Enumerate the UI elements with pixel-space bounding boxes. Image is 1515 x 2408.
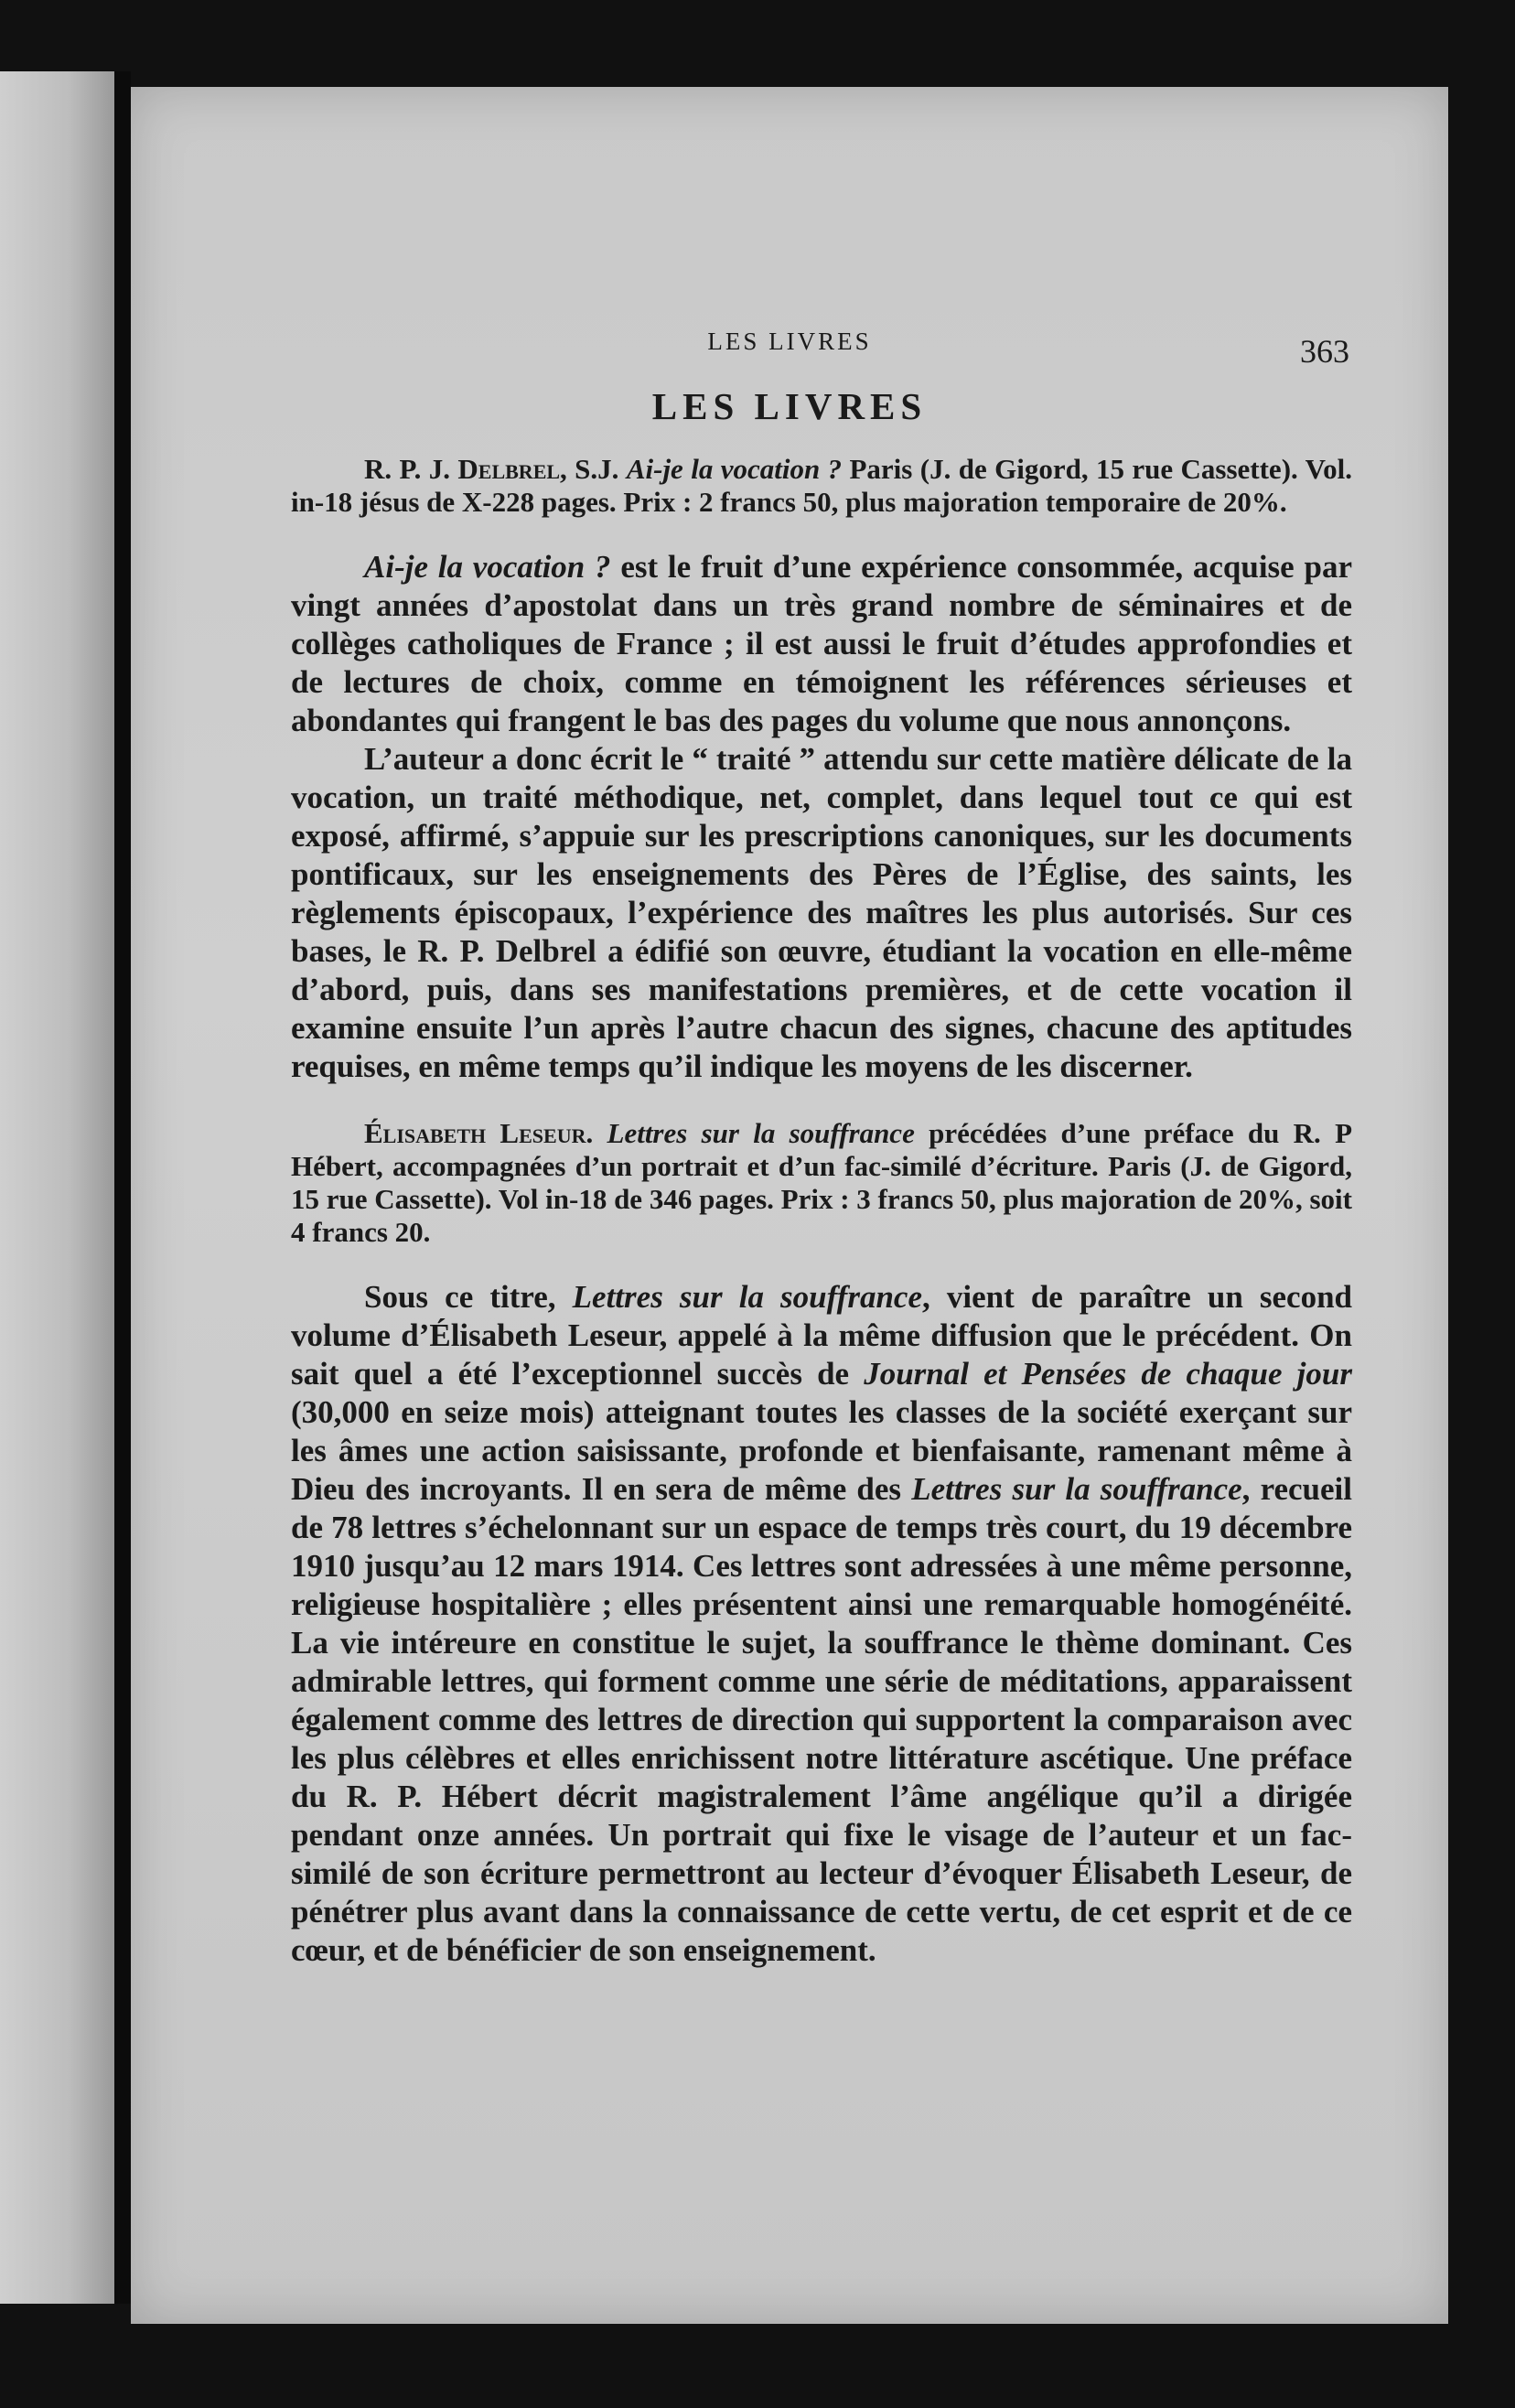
section-title: LES LIVRES: [651, 385, 928, 427]
running-head: LES LIVRES: [707, 328, 872, 355]
entry-title: Lettres sur la souffrance: [607, 1117, 915, 1149]
entry-details: précédées d’une préface du R. P Hébert, accompagnées d’un portrait et d’un fac-similé d’écriture. Paris (J. de Gigord, 15 rue Cassette). Vol in-18 de 346 pages. Prix : 3 francs 50, plus majoration de 20%, soit 4 francs 20.: [291, 1117, 1353, 1248]
book-page: [131, 87, 1448, 2324]
review-text: (30,000 en seize mois) atteignant toutes les classes de la société exerçant sur les âmes une action saisissante, profonde et bienfaisante, ramenant même à Dieu des incroyants. Il en sera de même des: [291, 1394, 1352, 1507]
review-paragraph: [291, 1278, 1352, 1970]
review-text: , vient de paraître un second volume d’Élisabeth Leseur, appelé à la même diffusion que le précédent. On sait quel a été l’exceptionnel succès de: [291, 1279, 1353, 1392]
review-italic-title: Lettres sur la souffrance: [572, 1279, 922, 1315]
entry-author: R. P. J. Delbrel, S.J.: [364, 453, 619, 485]
review-text: Sous ce titre,: [364, 1279, 573, 1315]
page-number: 363: [1300, 333, 1349, 370]
review-paragraph: [291, 740, 1352, 1086]
entry-author: Élisabeth Leseur.: [364, 1117, 594, 1149]
review-paragraph: [291, 548, 1352, 740]
adjacent-page-strip: [0, 71, 114, 2304]
review-lead-italic: Ai-je la vocation ?: [364, 549, 611, 585]
page-content: [291, 453, 1352, 1970]
page-gutter-shadow: [114, 71, 131, 2304]
review-text: L’auteur a donc écrit le “ traité ” attendu sur cette matière délicate de la vocation, un traité méthodique, net, complet, dans lequel tout ce qui est exposé, affirmé, s’appuie sur les prescriptions canoniques, sur les documents pontificaux, sur les enseignements des Pères de l’Église, des saints, les règlements épiscopaux, l’expérience des maîtres les plus autorisés. Sur ces bases, le R. P. Delbrel a édifié son œuvre, étudiant la vocation en elle-même d’abord, puis, dans ses manifestations premières, et de cette vocation il examine ensuite l’un après l’autre chacun des signes, chacune des aptitudes requises, en même temps qu’il indique les moyens de les discerner.: [291, 741, 1352, 1084]
book-entry-citation: [291, 1117, 1352, 1249]
entry-spacer: [291, 1086, 1352, 1117]
entry-details: Paris (J. de Gigord, 15 rue Cassette). Vol. in-18 jésus de X-228 pages. Prix : 2 francs 50, plus majoration temporaire de 20%.: [291, 453, 1352, 518]
review-text: est le fruit d’une expérience consommée, acquise par vingt années d’apostolat dans un très grand nombre de séminaires et de collèges catholiques de France ; il est aussi le fruit d’études approfondies et de lectures de choix, comme en témoignent les références sérieuses et abondantes qui frangent le bas des pages du volume que nous annonçons.: [291, 549, 1352, 738]
review-italic-title: Journal et Pensées de chaque jour: [864, 1356, 1352, 1392]
review-italic-title: Lettres sur la souffrance: [911, 1471, 1242, 1507]
review-text: , recueil de 78 lettres s’échelonnant sur un espace de temps très court, du 19 décembre 1910 jusqu’au 12 mars 1914. Ces lettres sont adressées à une même personne, religieuse hospitalière ; elles présentent ainsi une remarquable homogénéité. La vie intéreure en constitue le sujet, la souffrance le thème dominant. Ces admirable lettres, qui forment comme une série de méditations, apparaissent également comme des lettres de direction qui supportent la comparaison avec les plus célèbres et elles enrichissent notre littérature ascétique. Une préface du R. P. Hébert décrit magistralement l’âme angélique qu’il a dirigée pendant onze années. Un portrait qui fixe le visage de l’auteur et un fac-similé de son écriture permettront au lecteur d’évoquer Élisabeth Leseur, de pénétrer plus avant dans la connaissance de cette vertu, de cet esprit et de ce cœur, et de bénéficier de son enseignement.: [291, 1471, 1352, 1968]
book-entry-citation: [291, 453, 1352, 519]
entry-title: Ai-je la vocation ?: [626, 453, 843, 485]
